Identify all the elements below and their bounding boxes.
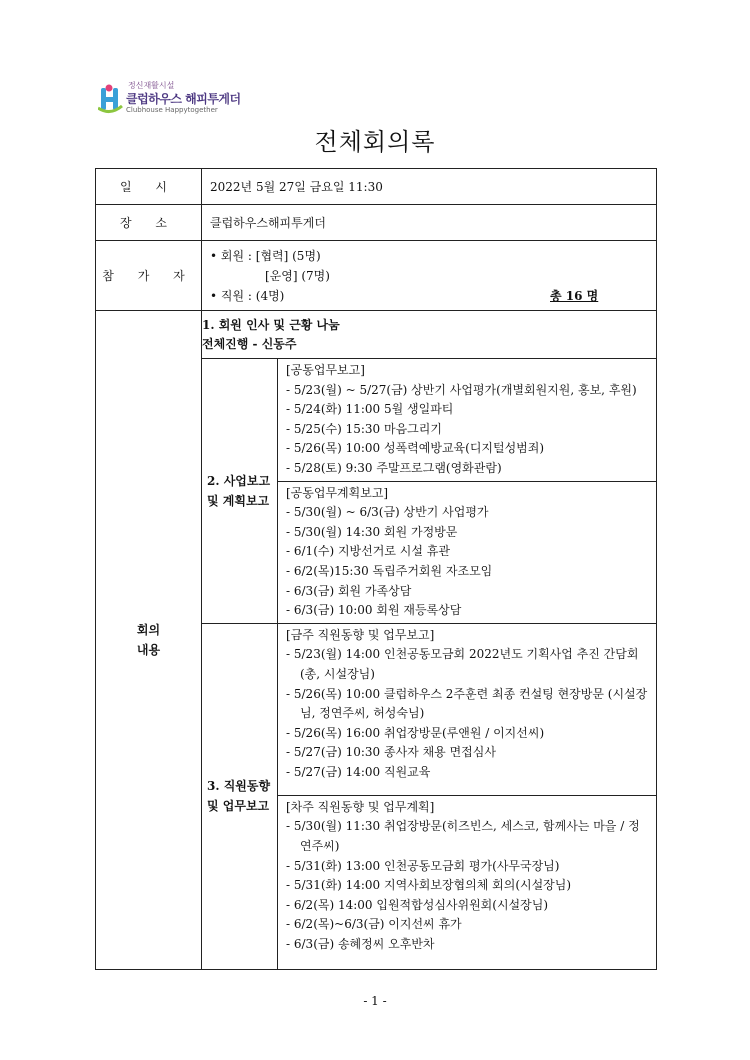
logo-tagline: 정신재활시설: [128, 81, 175, 90]
place-value: 클럽하우스해피투게더: [202, 205, 657, 241]
list-item: - 6/2(목)~6/3(금) 이지선씨 휴가: [286, 915, 650, 935]
logo-name-ko: 클럽하우스 해피투게더: [126, 92, 241, 106]
section3-next-week-header: [차주 직원동향 및 업무계획]: [286, 799, 435, 814]
list-item: - 5/30(월) 11:30 취업장방문(히즈빈스, 세스코, 함께사는 마을 / 정연주씨): [286, 817, 650, 856]
attendees-value: [202, 241, 657, 311]
section3-title: 3. 직원동향 및 업무보고: [202, 623, 278, 969]
attendees-label: 참 가 자: [96, 241, 202, 311]
section1-host: 전체진행 - 신동주: [202, 336, 297, 351]
clubhouse-logo: [98, 78, 258, 118]
place-label: 장 소: [96, 205, 202, 241]
logo-name-en: Clubhouse Happytogether: [126, 106, 218, 114]
list-item: - 6/3(금) 10:00 회원 재등록상담: [286, 601, 650, 621]
section1-row: [96, 311, 657, 359]
list-item: - 6/2(목)15:30 독립주거회원 자조모임: [286, 562, 650, 582]
attendees-operators: [운영] (7명): [265, 269, 330, 283]
list-item: - 5/31(화) 14:00 지역사회보장협의체 회의(시설장님): [286, 876, 650, 896]
logo-h-icon: [98, 84, 124, 114]
list-item: - 5/30(월) ~ 6/3(금) 상반기 사업평가: [286, 503, 650, 523]
attendees-staff: • 직원 : (4명): [210, 289, 284, 303]
section3-next-week: [278, 795, 657, 969]
place-row: [96, 205, 657, 241]
content-label: 회의 내용: [96, 311, 202, 970]
section1-title: 1. 회원 인사 및 근황 나눔: [202, 317, 340, 332]
attendees-total: 총 16 명: [550, 289, 599, 303]
section3-this-week: [278, 623, 657, 795]
list-item: - 5/26(목) 10:00 성폭력예방교육(디지털성범죄): [286, 439, 650, 459]
section2-plan: [278, 481, 657, 623]
list-item: - 6/2(목) 14:00 입원적합성심사위원회(시설장님): [286, 896, 650, 916]
list-item: - 5/25(수) 15:30 마음그리기: [286, 420, 650, 440]
date-label: 일 시: [96, 169, 202, 205]
section2-report: [278, 359, 657, 482]
list-item: - 5/28(토) 9:30 주말프로그램(영화관람): [286, 459, 650, 479]
minutes-table: [95, 168, 657, 970]
page-number: - 1 -: [363, 994, 387, 1008]
list-item: - 5/24(화) 11:00 5월 생일파티: [286, 400, 650, 420]
section2-title: 2. 사업보고 및 계획보고: [202, 359, 278, 624]
list-item: - 6/1(수) 지방선거로 시설 휴관: [286, 542, 650, 562]
list-item: - 6/3(금) 송혜정씨 오후반차: [286, 935, 650, 955]
list-item: - 5/31(화) 13:00 인천공동모금회 평가(사무국장님): [286, 857, 650, 877]
document-title: 전체회의록: [314, 128, 436, 156]
list-item: - 5/26(목) 16:00 취업장방문(루앤원 / 이지선씨): [286, 724, 650, 744]
attendees-row: [96, 241, 657, 311]
list-item: - 5/30(월) 14:30 회원 가정방문: [286, 523, 650, 543]
date-row: [96, 169, 657, 205]
list-item: - 5/26(목) 10:00 클럽하우스 2주훈련 최종 컨설팅 현장방문 (시설장님, 정연주씨, 허성숙님): [286, 685, 650, 724]
list-item: - 5/23(월) 14:00 인천공동모금회 2022년도 기획사업 추진 간담회(총, 시설장님): [286, 645, 650, 684]
list-item: - 5/23(월) ~ 5/27(금) 상반기 사업평가(개별회원지원, 홍보, 후원): [286, 381, 650, 401]
list-item: - 6/3(금) 회원 가족상담: [286, 582, 650, 602]
section2-plan-header: [공동업무계획보고]: [286, 485, 389, 500]
section1-box: [202, 311, 657, 359]
attendees-members: • 회원 : [협력] (5명): [210, 246, 656, 266]
list-item: - 5/27(금) 10:30 종사자 채용 면접심사: [286, 743, 650, 763]
list-item: - 5/27(금) 14:00 직원교육: [286, 763, 650, 783]
section3-this-week-header: [금주 직원동향 및 업무보고]: [286, 627, 435, 642]
section2-report-header: [공동업무보고]: [286, 363, 365, 377]
date-value: 2022년 5월 27일 금요일 11:30: [202, 169, 657, 205]
